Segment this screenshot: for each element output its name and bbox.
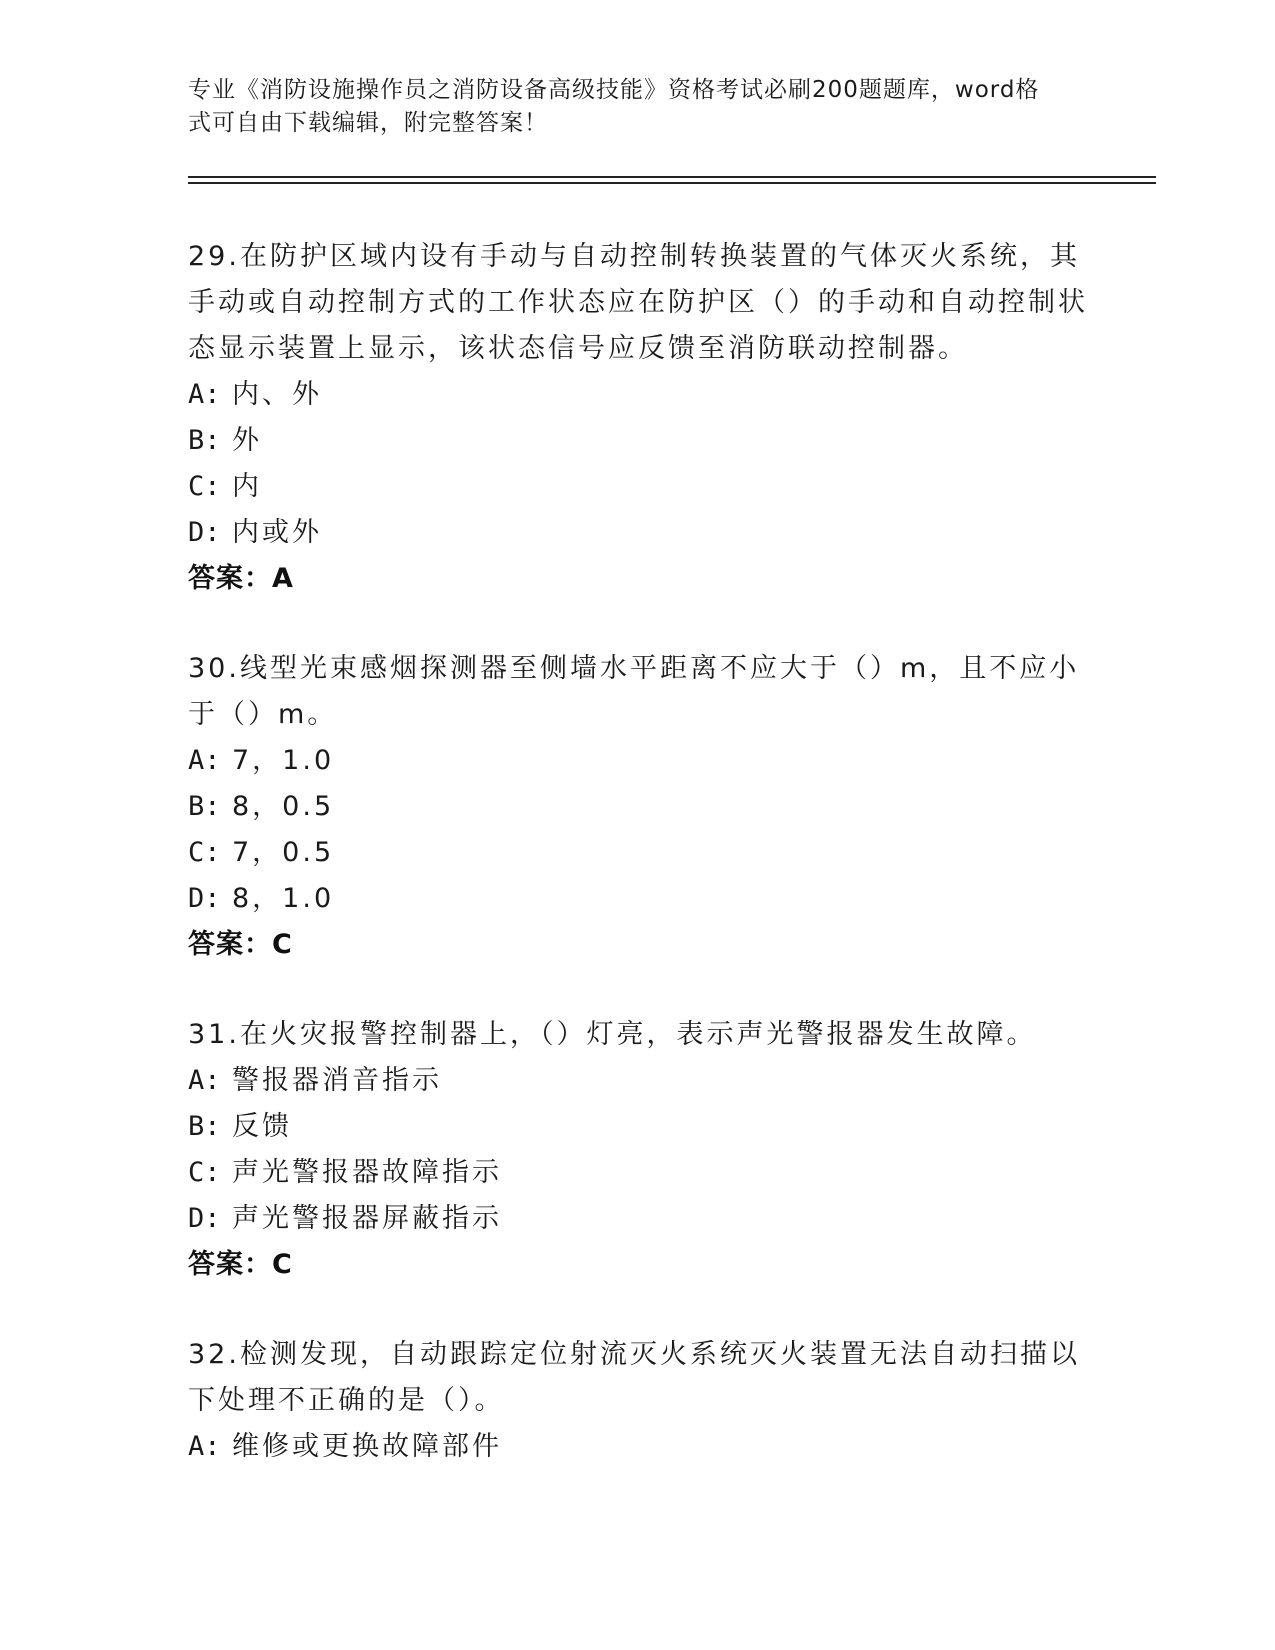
option-key: A: [188,1065,221,1096]
question-stem: 29.在防护区域内设有手动与自动控制转换装置的气体灭火系统，其手动或自动控制方式的工作状态应在防护区（）的手动和自动控制状态显示装置上显示，该状态信号应反馈至消防联动控制器。 [188,241,1088,364]
option-key: B: [188,1111,221,1142]
question-31 [188,1012,1088,1288]
option-a [188,1058,1088,1104]
option-text: 维修或更换故障部件 [232,1431,502,1462]
header-title-line-2: 式可自由下载编辑，附完整答案！ [188,110,548,136]
option-c [188,830,1088,876]
answer-line: 答案：C [188,929,293,960]
answer-line: 答案：A [188,563,294,594]
option-a [188,738,1088,784]
question-stem: 32.检测发现，自动跟踪定位射流灭火系统灭火装置无法自动扫描以下处理不正确的是（）。 [188,1339,1080,1416]
header-divider-bottom [188,182,1156,184]
document-header [188,74,1068,140]
question-32 [188,1332,1088,1470]
header-divider-top [188,176,1156,178]
option-text: 声光警报器故障指示 [232,1157,502,1188]
option-c [188,464,1088,510]
option-text: 7，0.5 [232,837,335,868]
option-text: 7，1.0 [232,745,335,776]
option-b [188,1104,1088,1150]
option-a [188,1424,1088,1470]
option-b [188,784,1088,830]
option-text: 反馈 [232,1111,292,1142]
option-text: 8，0.5 [232,791,335,822]
option-key: A: [188,379,221,410]
question-30 [188,646,1088,968]
answer-line: 答案：C [188,1249,293,1280]
option-b [188,418,1088,464]
option-text: 警报器消音指示 [232,1065,442,1096]
option-text: 声光警报器屏蔽指示 [232,1203,502,1234]
header-title-line-1: 专业《消防设施操作员之消防设备高级技能》资格考试必刷200题题库，word格 [188,77,1040,103]
option-key: C: [188,1157,221,1188]
option-text: 外 [232,425,262,456]
option-a [188,372,1088,418]
option-text: 内、外 [232,379,322,410]
option-d [188,1196,1088,1242]
option-c [188,1150,1088,1196]
option-key: D: [188,517,221,548]
option-key: A: [188,745,221,776]
question-29 [188,234,1088,602]
option-text: 内或外 [232,517,322,548]
option-text: 内 [232,471,262,502]
option-key: B: [188,791,221,822]
option-d [188,876,1088,922]
option-key: C: [188,471,221,502]
option-key: C: [188,837,221,868]
option-text: 8，1.0 [232,883,335,914]
question-list [188,234,1088,1514]
option-key: B: [188,425,221,456]
option-d [188,510,1088,556]
option-key: D: [188,883,221,914]
option-key: A: [188,1431,221,1462]
option-key: D: [188,1203,221,1234]
question-stem: 30.线型光束感烟探测器至侧墙水平距离不应大于（）m，且不应小于（）m。 [188,653,1080,730]
question-stem: 31.在火灾报警控制器上，（）灯亮，表示声光警报器发生故障。 [188,1019,1037,1050]
